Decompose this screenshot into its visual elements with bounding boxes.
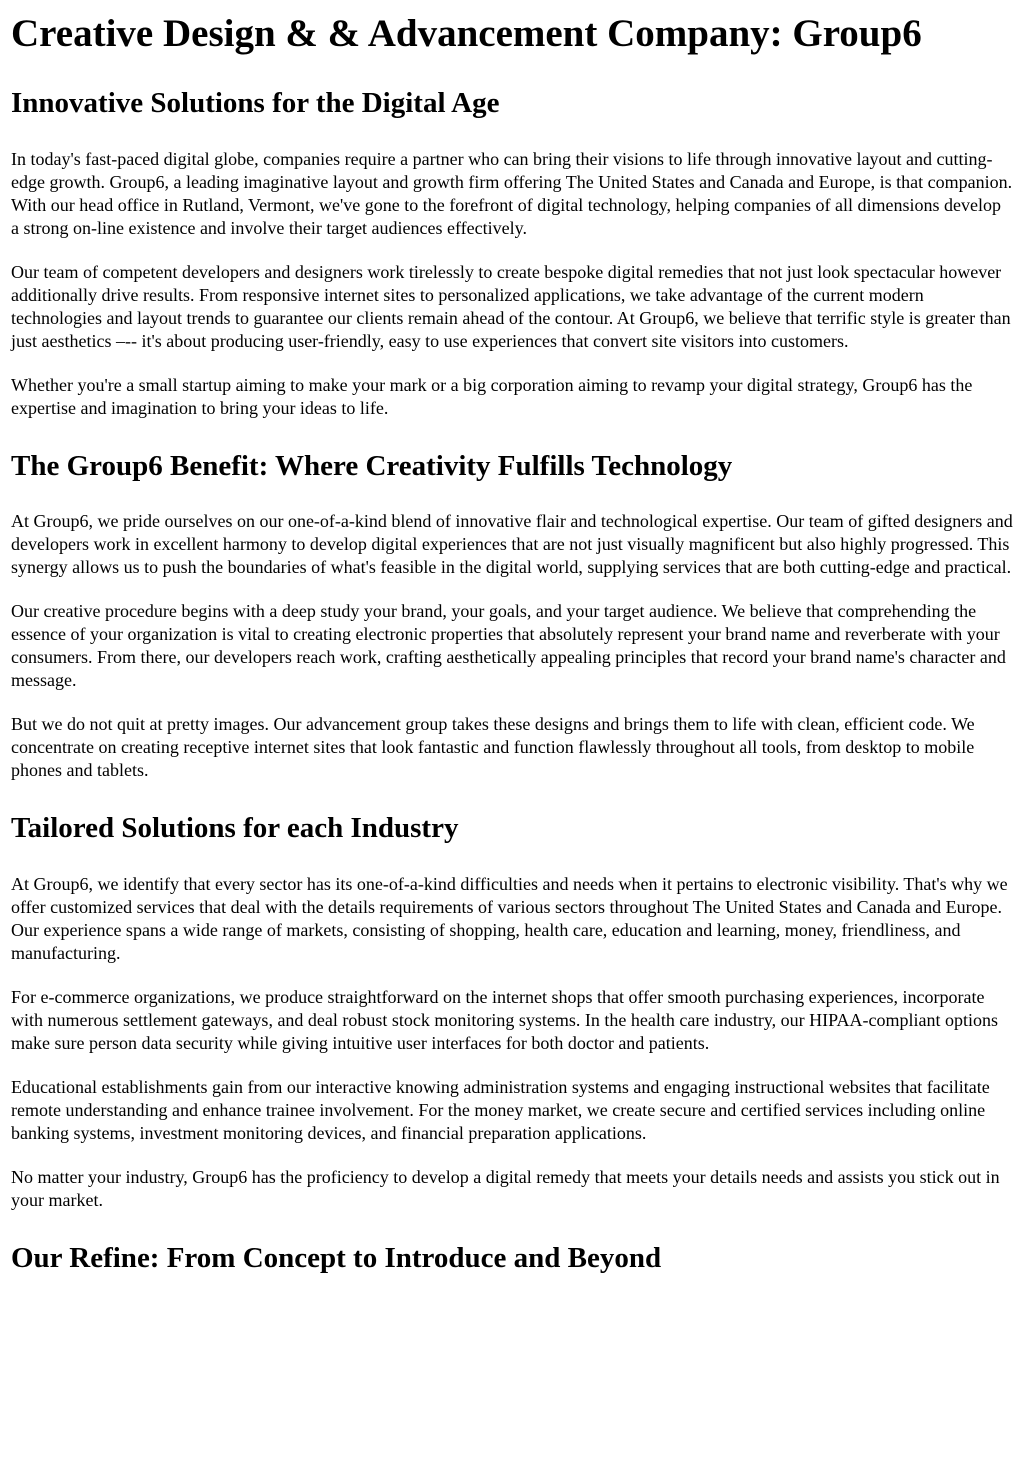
paragraph: At Group6, we identify that every sector has its one-of-a-kind difficulties and needs when it pertains to electronic visibility. That's why we offer customized services that deal with the details requirements of various sectors throughout The United States and Canada and Europe. Our experience spans a wide range of markets, consisting of shopping, health care, education and learning, money, friendliness, and manufacturing.: [11, 874, 1008, 964]
paragraph: No matter your industry, Group6 has the proficiency to develop a digital remedy that meets your details needs and assists you stick out in your market.: [11, 1167, 1000, 1211]
section-innovative-solutions: [11, 86, 1013, 420]
paragraph: Whether you're a small startup aiming to make your mark or a big corporation aiming to revamp your digital strategy, Group6 has the expertise and imagination to bring your ideas to life.: [11, 374, 973, 418]
paragraph: In today's fast-paced digital globe, companies require a partner who can bring their visions to life through innovative layout and cutting-edge growth. Group6, a leading imaginative layout and growth firm offering The United States and Canada and Europe, is that companion. With our head office in Rutland, Vermont, we've gone to the forefront of digital technology, helping companies of all dimensions develop a strong on-line existence and involve their target audiences effectively.: [11, 148, 1013, 238]
section-tailored-solutions: [11, 811, 1013, 1212]
section-heading: Our Refine: From Concept to Introduce and Beyond: [11, 1242, 662, 1275]
section-our-process: [11, 1241, 1013, 1276]
paragraph: At Group6, we pride ourselves on our one-of-a-kind blend of innovative flair and technological expertise. Our team of gifted designers and developers work in excellent harmony to develop digital experiences that are not just visually magnificent but also highly progressed. This synergy allows us to push the boundaries of what's feasible in the digital world, supplying services that are both cutting-edge and practical.: [11, 511, 1013, 578]
section-group6-benefit: [11, 449, 1013, 783]
section-heading: Tailored Solutions for each Industry: [11, 812, 459, 845]
section-heading: Innovative Solutions for the Digital Age: [11, 86, 500, 119]
paragraph: Our team of competent developers and designers work tirelessly to create bespoke digital remedies that not just look spectacular however additionally drive results. From responsive internet sites to personalized applications, we take advantage of the current modern technologies and layout trends to guarantee our clients remain ahead of the contour. At Group6, we believe that terrific style is greater than just aesthetics –-- it's about producing user-friendly, easy to use experiences that convert site visitors into customers.: [11, 261, 1011, 351]
document-page: [0, 12, 1024, 1276]
page-title: Creative Design & & Advancement Company: Group6: [11, 12, 922, 55]
paragraph: Educational establishments gain from our interactive knowing administration systems and engaging instructional websites that facilitate remote understanding and enhance trainee involvement. For the money market, we create secure and certified services including online banking systems, investment monitoring devices, and financial preparation applications.: [11, 1077, 990, 1144]
paragraph: But we do not quit at pretty images. Our advancement group takes these designs and brings them to life with clean, efficient code. We concentrate on creating receptive internet sites that look fantastic and function flawlessly throughout all tools, from desktop to mobile phones and tablets.: [11, 714, 975, 781]
section-heading: The Group6 Benefit: Where Creativity Fulfills Technology: [11, 449, 733, 482]
paragraph: For e-commerce organizations, we produce straightforward on the internet shops that offer smooth purchasing experiences, incorporate with numerous settlement gateways, and deal robust stock monitoring systems. In the health care industry, our HIPAA-compliant options make sure person data security while giving intuitive user interfaces for both doctor and patients.: [11, 987, 998, 1054]
paragraph: Our creative procedure begins with a deep study your brand, your goals, and your target audience. We believe that comprehending the essence of your organization is vital to creating electronic properties that absolutely represent your brand name and reverberate with your consumers. From there, our developers reach work, crafting aesthetically appealing principles that record your brand name's character and message.: [11, 601, 1006, 691]
